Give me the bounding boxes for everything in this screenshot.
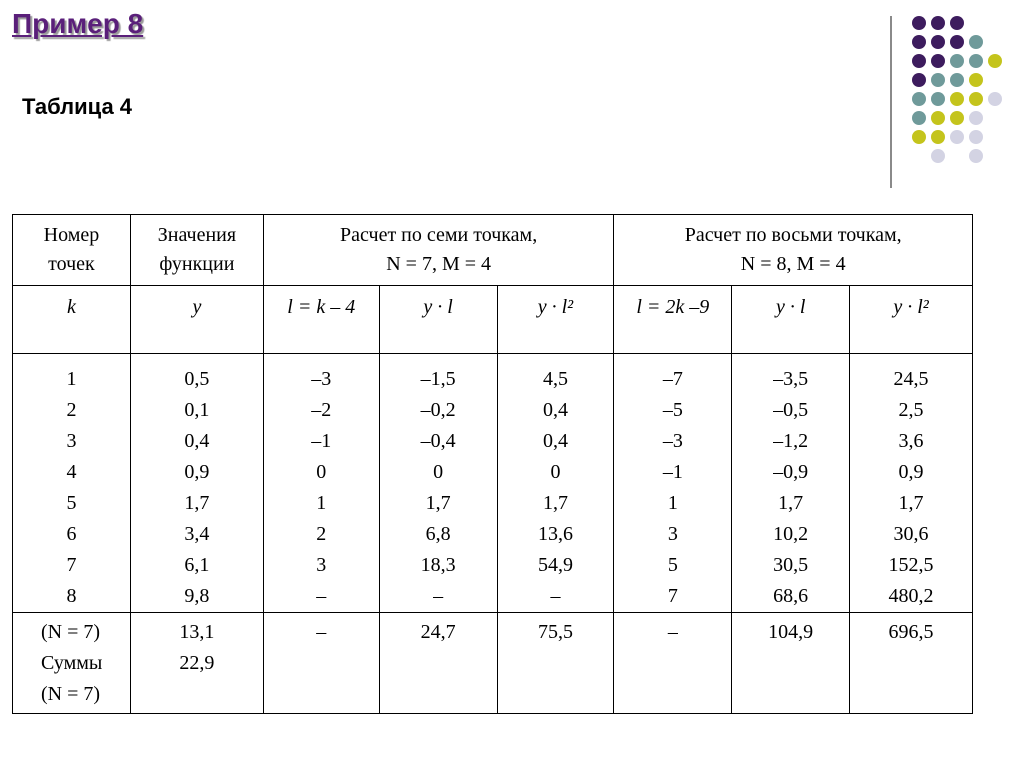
table-header-row [13,215,973,286]
decor-dot [950,16,964,30]
decor-dot [931,54,945,68]
decor-dot [931,130,945,144]
decor-dot [931,16,945,30]
decor-dot [950,35,964,49]
table-value: 0 [550,461,561,483]
table-value: 1,7 [778,492,804,514]
table-value: 480,2 [888,585,934,607]
slide-subtitle: Таблица 4 [22,94,133,119]
sums-cell: – [263,613,379,714]
table-value: 4,5 [542,368,568,390]
table-value: –7 [662,368,683,390]
table-value: 13,6 [537,523,573,545]
table-sums-row [13,613,973,714]
decor-divider [890,16,892,188]
table-value: 3 [667,523,678,545]
table-value: 7 [667,585,678,607]
subheader-cell: k [13,286,131,354]
table-value: –0,5 [773,399,809,421]
table-value: –0,4 [420,430,456,452]
table-value: 68,6 [773,585,809,607]
table-value: 1 [316,492,327,514]
table-value: –3 [311,368,332,390]
decor-dot [931,149,945,163]
table-value: –1,5 [420,368,456,390]
table-value: 6,8 [425,523,451,545]
decor-dot [912,111,926,125]
table-value: 54,9 [537,554,573,576]
decor-dot [969,111,983,125]
sums-cell: 104,9 [732,613,850,714]
data-column-cell [263,354,379,613]
table-value: – [550,585,561,607]
table-value: 0 [433,461,444,483]
decor-dot [950,130,964,144]
table-value: – [316,585,327,607]
subheader-cell: y · l² [497,286,614,354]
table-value: 6,1 [184,554,210,576]
decorative-dot-grid [0,0,1024,180]
subheader-cell: l = 2k –9 [614,286,732,354]
decor-dot [912,73,926,87]
decor-dot [931,73,945,87]
table-value: –1,2 [773,430,809,452]
table-value: 0,5 [184,368,210,390]
data-column-cell [497,354,614,613]
sums-cell: 24,7 [379,613,497,714]
sums-label: (N = 7) Суммы (N = 7) [13,613,131,714]
decor-dot [950,92,964,106]
table-value: 7 [66,554,77,576]
table-value: –2 [311,399,332,421]
table-value: 2 [316,523,327,545]
table-value: 0,1 [184,399,210,421]
subheader-cell: y · l [379,286,497,354]
decor-dot [931,111,945,125]
table-value: –5 [662,399,683,421]
table-value: 1 [667,492,678,514]
decor-dot [950,73,964,87]
table-value: 3,4 [184,523,210,545]
table-value: 3 [316,554,327,576]
decor-dot [969,149,983,163]
subheader-cell: y · l [732,286,850,354]
decor-dot [931,92,945,106]
table-value: 30,5 [773,554,809,576]
table-value: 1,7 [898,492,924,514]
table-value: 0,4 [542,430,568,452]
data-column-cell [130,354,263,613]
data-column-cell [732,354,850,613]
decor-dot [950,54,964,68]
header-eight-points: Расчет по восьми точкам, N = 8, M = 4 [614,215,973,286]
decor-dot [988,92,1002,106]
table-value: 5 [66,492,77,514]
header-seven-points: Расчет по семи точкам, N = 7, M = 4 [263,215,614,286]
slide-title: Пример 8 [12,8,144,39]
decor-dot [969,73,983,87]
table-value: 1,7 [542,492,568,514]
table-value: –0,9 [773,461,809,483]
table-value: –0,2 [420,399,456,421]
decor-dot [969,54,983,68]
data-column-cell [13,354,131,613]
data-column-cell [379,354,497,613]
table-subheader-row [13,286,973,354]
header-point-number: Номер точек [13,215,131,286]
table-data-row [13,354,973,613]
subheader-cell: l = k – 4 [263,286,379,354]
table-value: 1 [66,368,77,390]
table-value: 10,2 [773,523,809,545]
decor-dot [912,92,926,106]
decor-dot [950,111,964,125]
table-value: 4 [66,461,77,483]
table-value: –1 [311,430,332,452]
table-value: 0,9 [184,461,210,483]
decor-dot [969,130,983,144]
decor-dot [912,54,926,68]
table-value: 2 [66,399,77,421]
table-value: 0,9 [898,461,924,483]
sums-cell: 696,5 [850,613,973,714]
decor-dot [912,130,926,144]
table-value: 0 [316,461,327,483]
table-value: 24,5 [893,368,929,390]
table-value: 30,6 [893,523,929,545]
header-function-values: Значения функции [130,215,263,286]
sums-cell: – [614,613,732,714]
table-value: 3 [66,430,77,452]
table-value: 0,4 [184,430,210,452]
table-value: –1 [662,461,683,483]
decor-dot [969,35,983,49]
table-value: 6 [66,523,77,545]
table-value: –3,5 [773,368,809,390]
table-value: 1,7 [425,492,451,514]
data-column-cell [614,354,732,613]
decor-dot [988,54,1002,68]
sums-cell: 75,5 [497,613,614,714]
subheader-cell: y [130,286,263,354]
table-value: 2,5 [898,399,924,421]
decor-dot [912,16,926,30]
table-value: – [433,585,444,607]
table-value: 0,4 [542,399,568,421]
table-value: 8 [66,585,77,607]
table-value: 9,8 [184,585,210,607]
table-value: 1,7 [184,492,210,514]
data-column-cell [850,354,973,613]
table-value: 18,3 [420,554,456,576]
table-value: –3 [662,430,683,452]
subheader-cell: y · l² [850,286,973,354]
results-table [12,214,973,714]
table-value: 152,5 [888,554,934,576]
table-value: 5 [667,554,678,576]
decor-dot [969,92,983,106]
table-value: 3,6 [898,430,924,452]
decor-dot [931,35,945,49]
decor-dot [912,35,926,49]
sums-y: 13,1 22,9 [130,613,263,714]
